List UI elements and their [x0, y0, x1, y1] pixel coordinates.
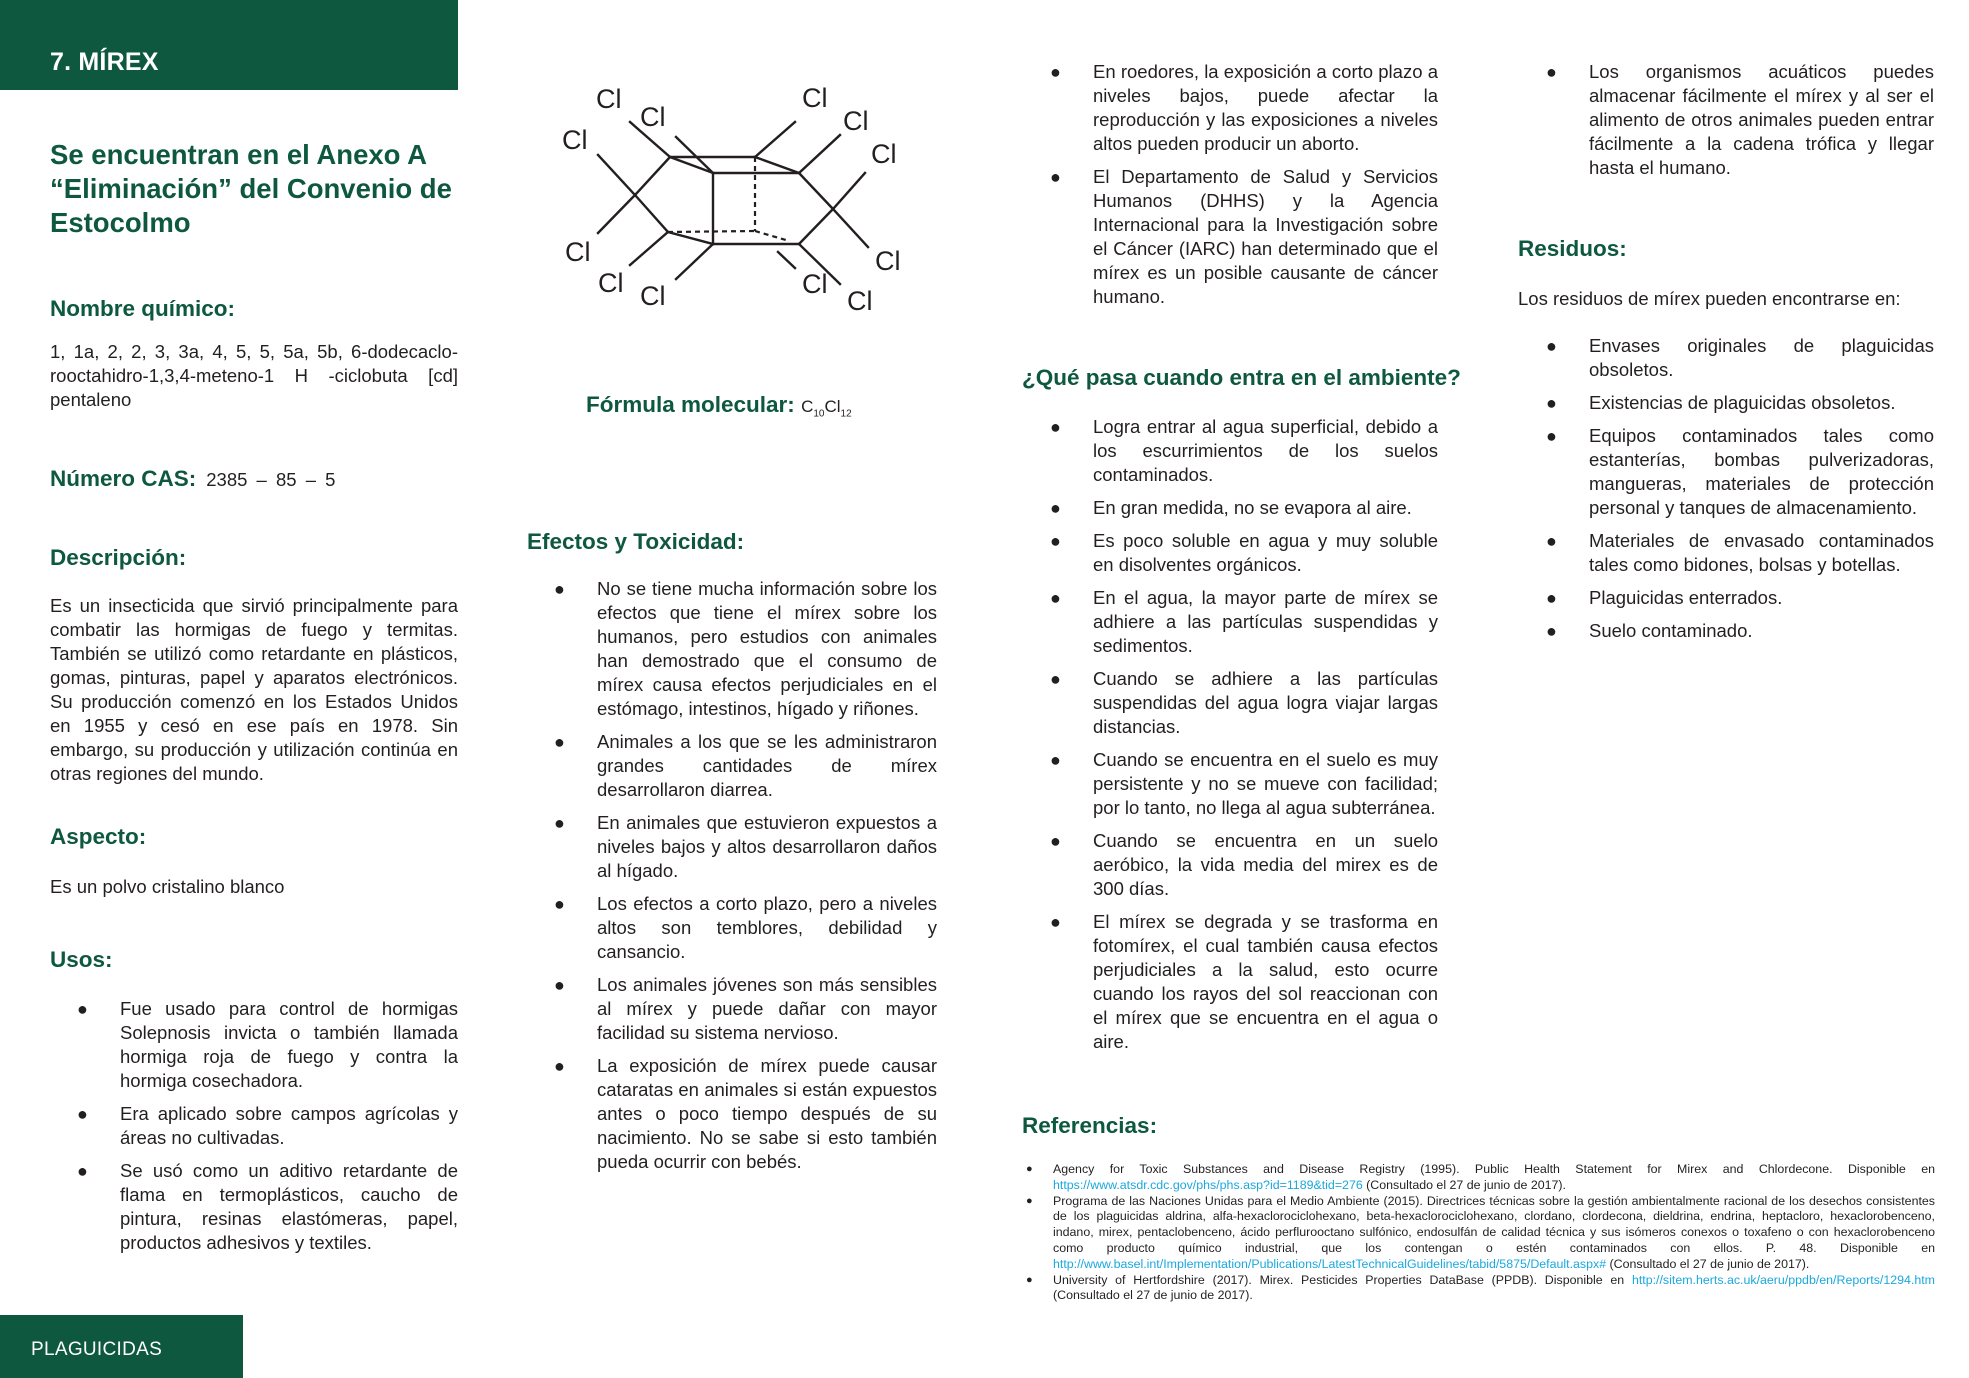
description-text: Es un insecticida que sirvió principalmente para combatir las hormigas de fuego y termitas. También se utilizó como retardante en plásticos, gomas, pinturas, papel y aparatos electrónicos. Su producción comenzó en los Estados Unidos en 1955 y cesó en ese país en 1978. Sin embargo, su producción y utilización continúa en otras regiones del mundo. — [50, 595, 458, 784]
bullet-icon: ● — [554, 975, 565, 995]
effects-list — [527, 577, 937, 1174]
bond — [799, 173, 833, 209]
bullet-icon: ● — [1050, 62, 1061, 82]
list-item: ● Animales a los que se les administraron grandes cantidades de mírex desarrollaron diarrea. — [554, 731, 937, 800]
bond — [799, 135, 840, 173]
list-item: ● Los organismos acuáticos puedes almacenar fácilmente el mírex y al ser el alimento de otros animales pueden entrar fácilmente a la cadena trófica y llegar hasta el humano. — [1546, 61, 1934, 178]
bond — [778, 252, 795, 268]
list-item: ● Los efectos a corto plazo, pero a niveles altos son temblores, debilidad y cansancio. — [554, 893, 937, 962]
bullet-icon: ● — [1050, 498, 1061, 518]
list-item: ● Cuando se encuentra en el suelo es muy persistente y no se mueve con facilidad; por lo tanto, no llega al agua subterránea. — [1050, 749, 1438, 818]
references-list — [1023, 1162, 1935, 1304]
list-item: ● Los animales jóvenes son más sensibles al mírex y puede dañar con mayor facilidad su sistema nervioso. — [554, 974, 937, 1043]
environment-continued-container — [1519, 60, 1934, 189]
cas-value: 2385 – 85 – 5 — [206, 469, 336, 490]
environment-list — [1023, 415, 1438, 1054]
reference-item: ● University of Hertfordshire (2017). Mirex. Pesticides Properties DataBase (PPDB). Disponible en http://sitem.herts.ac.uk/aeru/ppdb/en/Reports/1294.htm (Consultado el 27 de junio de 2017). — [1026, 1272, 1935, 1303]
bullet-icon: ● — [1026, 1273, 1033, 1286]
list-item: ● Equipos contaminados tales como estanterías, bombas pulverizadoras, mangueras, materiales de protección personal y tanques de almacenamiento. — [1546, 425, 1934, 518]
list-item: ● Envases originales de plaguicidas obsoletos. — [1546, 335, 1934, 380]
bullet-icon: ● — [1546, 426, 1557, 446]
bullet-icon: ● — [1546, 393, 1557, 413]
cas-label: Número CAS: — [50, 466, 197, 491]
list-item: ● Materiales de envasado contaminados tales como bidones, bolsas y botellas. — [1546, 530, 1934, 575]
bullet-icon: ● — [554, 813, 565, 833]
chlorine-label: Cl — [875, 246, 901, 276]
formula-row — [586, 392, 852, 419]
environment-continued-list — [1519, 60, 1934, 180]
bond — [668, 232, 713, 244]
aspect-heading: Aspecto: — [50, 824, 147, 849]
chlorine-label: Cl — [562, 125, 588, 155]
bullet-icon: ● — [1050, 912, 1061, 932]
list-item: ● En el agua, la mayor parte de mírex se adhiere a las partículas suspendidas y sedimentos. — [1050, 587, 1438, 656]
effects-list-container — [527, 577, 937, 1183]
bond — [833, 209, 868, 247]
references-container — [1023, 1162, 1935, 1304]
reference-link[interactable]: https://www.atsdr.cdc.gov/phs/phs.asp?id=1189&tid=276 — [1053, 1177, 1363, 1192]
environment-heading: ¿Qué pasa cuando entra en el ambiente? — [1022, 365, 1461, 390]
bullet-icon: ● — [1050, 167, 1061, 187]
list-item: ● Es poco soluble en agua y muy soluble en disolventes orgánicos. — [1050, 530, 1438, 575]
chemical-name-value: 1, 1a, 2, 2, 3, 3a, 4, 5, 5, 5a, 5b, 6-dodecaclo-rooctahidro-1,3,4-meteno-1 H -ciclobuta [cd] pentaleno — [50, 341, 458, 410]
cas-row — [50, 466, 335, 492]
intro-title: Se encuentran en el Anexo A “Eliminación” del Convenio de Estocolmo — [50, 139, 452, 238]
chemical-name-heading: Nombre químico: — [50, 296, 236, 321]
list-item: ● La exposición de mírex puede causar cataratas en animales si están expuestos antes o poco tiempo después de su nacimiento. No se sabe si esto también pueda ocurrir con bebés. — [554, 1055, 937, 1172]
bullet-icon: ● — [1546, 336, 1557, 356]
uses-list-container — [50, 997, 458, 1264]
residues-intro: Los residuos de mírex pueden encontrarse en: — [1518, 288, 1901, 309]
bullet-icon: ● — [1026, 1163, 1033, 1175]
chlorine-label: Cl — [596, 84, 622, 114]
reference-item: ● Agency for Toxic Substances and Disease Registry (1995). Public Health Statement for Mirex and Chlordecone. Disponible en https://www.atsdr.cdc.gov/phs/phs.asp?id=1189&tid=276 (Consultado el 27 de junio de 2017). — [1026, 1162, 1935, 1192]
bond — [630, 232, 668, 265]
description-heading: Descripción: — [50, 545, 187, 570]
list-item: ● En roedores, la exposición a corto plazo a niveles bajos, puede afectar la reproducción y las exposiciones a niveles altos pueden producir un aborto. — [1050, 61, 1438, 154]
bond — [755, 122, 795, 157]
hidden-bond — [668, 231, 755, 232]
bullet-icon: ● — [1546, 621, 1557, 641]
bullet-icon: ● — [1546, 62, 1557, 82]
footer-bar — [0, 1315, 243, 1378]
environment-list-container — [1023, 415, 1438, 1063]
mirex-structure-diagram — [540, 60, 940, 340]
chlorine-label: Cl — [802, 269, 828, 299]
formula-label: Fórmula molecular: — [586, 392, 795, 417]
list-item: ● Logra entrar al agua superficial, debido a los escurrimientos de los suelos contaminados. — [1050, 416, 1438, 485]
list-item: ● Se usó como un aditivo retardante de flama en termoplásticos, caucho de pintura, resinas elastómeras, papel, productos adhesivos y textiles. — [77, 1160, 458, 1253]
list-item: ● Suelo contaminado. — [1546, 620, 1753, 641]
bullet-icon: ● — [77, 1161, 88, 1181]
list-item: ● El mírex se degrada y se trasforma en fotomírex, el cual también causa efectos perjudiciales a la salud, esto ocurre cuando los rayos del sol reaccionan con el mírex que se encuentra en el agua o aire. — [1050, 911, 1438, 1052]
list-item: ● Plaguicidas enterrados. — [1546, 587, 1783, 608]
references-heading: Referencias: — [1022, 1113, 1158, 1138]
bond — [833, 173, 865, 209]
bullet-icon: ● — [77, 999, 88, 1019]
hidden-bond — [755, 231, 786, 240]
effects-continued-list — [1023, 60, 1438, 309]
bullet-icon: ● — [554, 1056, 565, 1076]
list-item: ● En gran medida, no se evapora al aire. — [1050, 497, 1412, 518]
reference-item: ● Programa de las Naciones Unidas para el Medio Ambiente (2015). Directrices técnicas sobre la gestión ambientalmente racional de los desechos consistentes de los plaguicidas aldrina, alfa-hexaclorociclohexano, beta-hexaclorociclohexano, clordano, clordecona, dieldrina, endrina, heptacloro, hexaclorobenceno, indano, mirex, pentaclobenceno, ácido perflurooctano sulfónico, endosulfán de calidad técnica y sus isómeros conexos o toxafeno o con hexaclorobenceno como producto químico industrial, que los contengan o estén contaminados con ellos. P. 48. Disponible en http://www.basel.int/Implementation/Publications/LatestTechnicalGuidelines/tabid/5875/Default.aspx# (Consultado el 27 de junio de 2017). — [1026, 1193, 1935, 1271]
bullet-icon: ● — [1050, 531, 1061, 551]
chlorine-label: Cl — [640, 281, 666, 311]
effects-continued-container — [1023, 60, 1438, 318]
bond — [676, 244, 713, 279]
chlorine-label: Cl — [640, 102, 666, 132]
reference-link[interactable]: http://www.basel.int/Implementation/Publications/LatestTechnicalGuidelines/tabid/5875/Default.aspx# — [1053, 1256, 1607, 1271]
list-item: ● Cuando se encuentra en un suelo aeróbico, la vida media del mirex es de 300 días. — [1050, 830, 1438, 899]
list-item: ● Fue usado para control de hormigas Solepnosis invicta o también llamada hormiga roja de fuego y contra la hormiga cosechadora. — [77, 998, 458, 1091]
bullet-icon: ● — [1026, 1194, 1033, 1207]
bullet-icon: ● — [1050, 669, 1061, 689]
bullet-icon: ● — [1050, 831, 1061, 851]
reference-link[interactable]: http://sitem.herts.ac.uk/aeru/ppdb/en/Reports/1294.htm — [1631, 1272, 1935, 1287]
bullet-icon: ● — [554, 579, 565, 599]
bullet-icon: ● — [77, 1104, 88, 1124]
uses-list — [50, 997, 458, 1255]
bullet-icon: ● — [1546, 588, 1557, 608]
bond — [635, 157, 670, 195]
residues-list-container — [1519, 334, 1934, 652]
list-item: ● No se tiene mucha información sobre los efectos que tiene el mírex sobre los humanos, pero estudios con animales han demostrado que el consumo de mírex causa efectos perjudiciales en el estómago, intestinos, hígado y riñones. — [554, 578, 937, 719]
chlorine-label: Cl — [871, 139, 897, 169]
aspect-text: Es un polvo cristalino blanco — [50, 876, 285, 897]
bond — [676, 137, 713, 173]
chlorine-label: Cl — [843, 106, 869, 136]
chlorine-label: Cl — [802, 83, 828, 113]
list-item: ● Existencias de plaguicidas obsoletos. — [1546, 392, 1896, 413]
bullet-icon: ● — [554, 732, 565, 752]
bullet-icon: ● — [1050, 750, 1061, 770]
bond — [755, 157, 799, 173]
bullet-icon: ● — [1050, 588, 1061, 608]
chlorine-label: Cl — [598, 268, 624, 298]
list-item: ● Cuando se adhiere a las partículas suspendidas del agua logra viajar largas distancias. — [1050, 668, 1438, 737]
footer-category-label: PLAGUICIDAS — [31, 1339, 163, 1360]
bond — [635, 195, 668, 232]
chlorine-label: Cl — [847, 286, 873, 316]
bond — [670, 157, 713, 173]
list-item: ● Era aplicado sobre campos agrícolas y áreas no cultivadas. — [77, 1103, 458, 1148]
bullet-icon: ● — [554, 894, 565, 914]
residues-heading: Residuos: — [1518, 236, 1627, 261]
bullet-icon: ● — [1546, 531, 1557, 551]
header-bar — [0, 0, 458, 90]
bond — [598, 195, 635, 233]
uses-heading: Usos: — [50, 947, 113, 972]
bond — [598, 155, 635, 195]
bond — [799, 209, 833, 244]
list-item: ● En animales que estuvieron expuestos a niveles bajos y altos desarrollaron daños al hígado. — [554, 812, 937, 881]
page-title: 7. MÍREX — [50, 48, 159, 76]
effects-heading: Efectos y Toxicidad: — [527, 529, 745, 554]
residues-list — [1519, 334, 1934, 643]
list-item: ● El Departamento de Salud y Servicios Humanos (DHHS) y la Agencia Internacional para la Investigación sobre el Cáncer (IARC) han determinado que el mírex es un posible causante de cáncer humano. — [1050, 166, 1438, 307]
chlorine-label: Cl — [565, 237, 591, 267]
formula-value: $C_{10}Cl_{12}$ — [801, 397, 852, 420]
bullet-icon: ● — [1050, 417, 1061, 437]
